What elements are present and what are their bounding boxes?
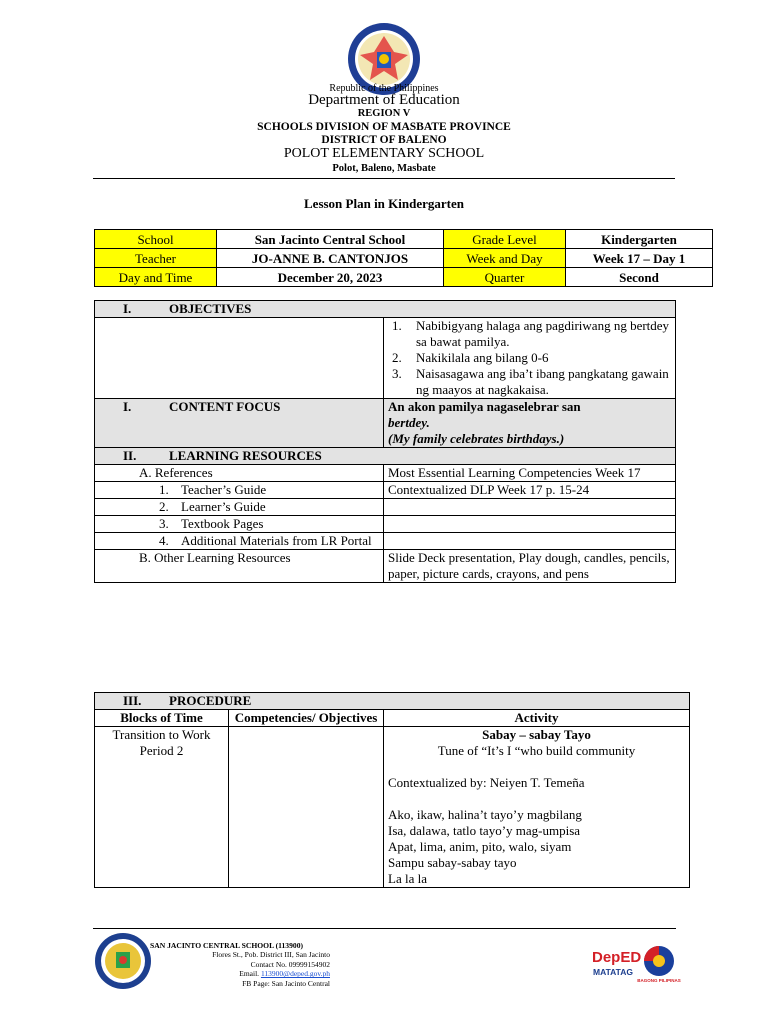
lesson-plan-table (94, 300, 676, 583)
activity-cell (384, 727, 690, 888)
resource-label: Textbook Pages (181, 516, 264, 531)
other-resources-value: Slide Deck presentation, Play dough, candles, pencils, paper, picture cards, crayons, and pens (384, 550, 676, 583)
list-item: 2. Nakikilala ang bilang 0-6 (392, 350, 549, 365)
table-row: 1. Teacher’s Guide Contextualized DLP Week 17 p. 15-24 (95, 482, 676, 499)
footer-school-name: SAN JACINTO CENTRAL SCHOOL (113900) (150, 941, 304, 950)
lyric-line: Isa, dalawa, tatlo tayo’y mag-umpisa (388, 823, 581, 838)
procedure-column-headers (95, 710, 690, 727)
school-seal-logo (94, 932, 152, 990)
content-focus-number: I. (123, 399, 132, 414)
svg-text:BAGONG PILIPINAS: BAGONG PILIPINAS (637, 978, 681, 983)
learning-resources-number: II. (123, 448, 137, 463)
objectives-heading: OBJECTIVES (169, 301, 252, 316)
procedure-table (94, 692, 690, 888)
teacher-value: JO-ANNE B. CANTONJOS (217, 249, 444, 268)
block-of-time: Transition to Work Period 2 (95, 727, 229, 888)
table-row (95, 550, 676, 583)
header-department: Department of Education (308, 92, 460, 108)
table-row (95, 465, 676, 482)
footer-contact: Contact No. 09999154902 (250, 959, 330, 969)
content-focus-heading: CONTENT FOCUS (169, 399, 281, 414)
list-item: 1. Nabibigyang halaga ang pagdiriwang ng bertdey sa bawat pamilya. (392, 318, 670, 349)
procedure-heading: PROCEDURE (169, 693, 252, 708)
lesson-info-table (94, 229, 713, 287)
table-row: 3. Textbook Pages (95, 516, 676, 533)
competencies-cell (229, 727, 384, 888)
day-time-value: December 20, 2023 (217, 268, 444, 287)
contextualized-by: Contextualized by: Neiyen T. Temeña (388, 775, 585, 790)
content-focus-line3: (My family celebrates birthdays.) (388, 431, 565, 446)
list-item: 3. Naisasagawa ang iba’t ibang pangkatang gawain ng maayos at nagkakaisa. (392, 366, 669, 397)
header-region: REGION V (357, 108, 411, 119)
teacher-label: Teacher (95, 249, 217, 268)
content-focus-row (95, 399, 676, 448)
week-value: Week 17 – Day 1 (566, 249, 713, 268)
objectives-header-row (95, 301, 676, 318)
resource-value (384, 516, 676, 533)
header-divider (93, 178, 675, 179)
quarter-value: Second (566, 268, 713, 287)
lyric-line: La la la (388, 871, 427, 886)
column-header-activity: Activity (384, 710, 690, 727)
references-label: A. References (95, 465, 384, 482)
svg-text:MATATAG: MATATAG (593, 967, 633, 977)
objectives-list (388, 318, 671, 398)
page-title: Lesson Plan in Kindergarten (304, 196, 464, 211)
table-row: 2. Learner’s Guide (95, 499, 676, 516)
objectives-number: I. (123, 301, 132, 316)
resource-value: Contextualized DLP Week 17 p. 15-24 (384, 482, 676, 499)
svg-text:DepED: DepED (592, 949, 642, 966)
grade-label: Grade Level (444, 230, 566, 249)
learning-resources-header-row (95, 448, 676, 465)
table-row (95, 727, 690, 888)
resource-value (384, 533, 676, 550)
song-title: Sabay – sabay Tayo (482, 727, 591, 742)
song-tune: Tune of “It’s I “who build community (437, 743, 636, 758)
header-school: POLOT ELEMENTARY SCHOOL (283, 146, 485, 161)
resource-label: Teacher’s Guide (181, 482, 267, 497)
resource-label: Additional Materials from LR Portal (181, 533, 372, 548)
other-resources-label: B. Other Learning Resources (95, 550, 384, 583)
header-address: Polot, Baleno, Masbate (332, 163, 436, 174)
school-label: School (95, 230, 217, 249)
day-time-label: Day and Time (95, 268, 217, 287)
table-row: 4. Additional Materials from LR Portal (95, 533, 676, 550)
content-focus-line1: An akon pamilya nagaselebrar san (388, 399, 581, 414)
deped-matatag-logo (590, 944, 642, 980)
objectives-row (95, 318, 676, 399)
school-value: San Jacinto Central School (217, 230, 444, 249)
column-header-blocks: Blocks of Time (95, 710, 229, 727)
resource-label: Learner’s Guide (181, 499, 266, 514)
lyric-line: Sampu sabay-sabay tayo (388, 855, 517, 870)
footer-street: Flores St., Pob. District III, San Jacinto (212, 950, 330, 960)
procedure-number: III. (123, 693, 142, 708)
footer-divider (93, 928, 676, 929)
lyric-line: Apat, lima, anim, pito, walo, siyam (388, 839, 572, 854)
header-division: SCHOOLS DIVISION OF MASBATE PROVINCE (257, 121, 511, 133)
header-district: DISTRICT OF BALENO (321, 134, 447, 146)
email-link[interactable]: 113900@deped.gov.ph (260, 969, 330, 979)
content-focus-line2: bertdey. (388, 415, 430, 430)
footer-contact-info (150, 941, 330, 988)
quarter-label: Quarter (444, 268, 566, 287)
week-label: Week and Day (444, 249, 566, 268)
resource-value (384, 499, 676, 516)
footer-fb: FB Page: San Jacinto Central (242, 978, 330, 988)
lyric-line: Ako, ikaw, halina’t tayo’y magbilang (388, 807, 582, 822)
footer-email-line: Email. 113900@deped.gov.ph (239, 969, 330, 979)
column-header-competencies: Competencies/ Objectives (229, 710, 384, 727)
bagong-pilipinas-logo (636, 944, 682, 984)
grade-value: Kindergarten (566, 230, 713, 249)
header-republic: Republic of the Philippines (329, 83, 439, 94)
learning-resources-heading: LEARNING RESOURCES (169, 448, 322, 463)
references-value: Most Essential Learning Competencies Week 17 (384, 465, 676, 482)
procedure-header-row (95, 693, 690, 710)
